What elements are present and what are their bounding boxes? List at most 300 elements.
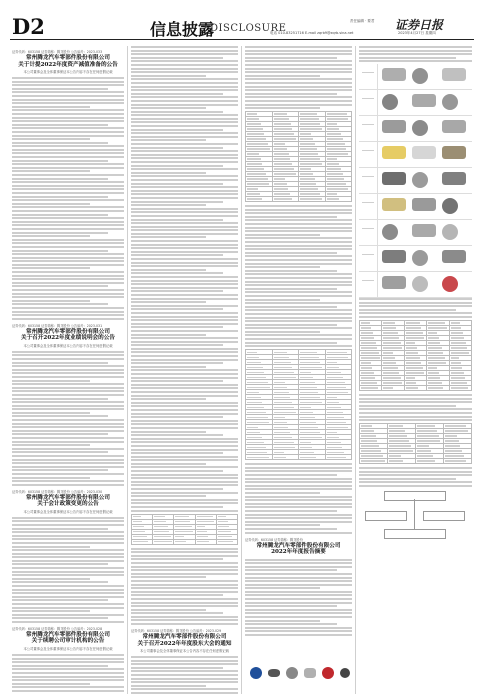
text-line — [245, 71, 352, 73]
product-label — [359, 220, 378, 245]
text-line — [12, 228, 124, 230]
text-line — [12, 426, 124, 428]
text-line — [12, 84, 124, 86]
text-line — [12, 138, 90, 140]
text-line — [131, 60, 238, 62]
table-cell — [427, 385, 449, 390]
text-line — [131, 373, 238, 375]
product-label — [359, 194, 378, 219]
text-line — [12, 433, 108, 435]
text-line — [131, 93, 223, 95]
text-line — [12, 210, 124, 212]
text-line — [131, 427, 238, 429]
notice-title: 常州腾龙汽车零部件股份有限公司 关于续聘公司审计机构的公告 — [26, 631, 110, 645]
text-line — [131, 183, 223, 185]
text-line — [245, 470, 352, 472]
text-line — [245, 577, 352, 579]
text-line — [245, 506, 352, 508]
text-line — [131, 107, 206, 109]
text-line — [131, 660, 238, 662]
text-line — [12, 441, 124, 443]
text-line — [12, 145, 124, 147]
text-line — [131, 254, 223, 256]
notice-code: 证券代码：603158 证券简称：腾龙股份 公告编号：2023-030 — [12, 489, 103, 494]
notice-body — [245, 559, 352, 636]
text-line — [131, 290, 223, 292]
text-line — [12, 293, 124, 295]
notice-body — [245, 46, 352, 109]
text-line — [131, 197, 238, 199]
text-line — [131, 602, 238, 604]
table-cell — [299, 197, 326, 202]
text-line — [12, 318, 124, 320]
text-line — [359, 394, 472, 396]
text-line — [245, 573, 352, 575]
product-label — [359, 246, 378, 271]
text-line — [359, 302, 472, 304]
notice-subtitle: 本公司董事会及全体董事保证本公告内容不存在任何虚假记载 — [23, 343, 113, 348]
text-line — [131, 172, 206, 174]
text-line — [359, 316, 472, 318]
text-line — [12, 603, 124, 605]
text-line — [131, 619, 238, 621]
text-line — [245, 100, 352, 102]
text-line — [12, 617, 108, 619]
notice-title: 常州腾龙汽车零部件股份有限公司 关于召开2022年年度股东大会的通知 — [137, 634, 232, 647]
product-photo — [412, 224, 436, 237]
text-line — [131, 236, 206, 238]
text-line — [245, 620, 320, 622]
product-images — [378, 272, 472, 297]
product-photo — [412, 172, 428, 188]
text-line — [245, 503, 352, 505]
text-line — [131, 674, 238, 676]
text-line — [12, 423, 124, 425]
text-line — [131, 580, 238, 582]
text-line — [131, 132, 238, 134]
notice-code: 证券代码：603158 证券简称：腾龙股份 公告编号：2023-033 — [12, 50, 103, 54]
text-line — [131, 150, 238, 152]
text-line — [245, 492, 320, 494]
text-line — [245, 338, 352, 340]
text-line — [245, 616, 352, 618]
text-line — [131, 402, 238, 404]
text-line — [12, 668, 124, 670]
newspaper-name: 证券日报 — [395, 18, 444, 32]
text-line — [245, 53, 352, 55]
text-line — [245, 481, 352, 483]
text-line — [12, 275, 124, 277]
text-line — [131, 305, 238, 307]
text-line — [131, 591, 238, 593]
text-line — [12, 405, 124, 407]
date-line: 2023年4月27日 星期四 — [398, 31, 436, 35]
text-line — [12, 690, 124, 692]
text-line — [12, 437, 124, 439]
text-line — [245, 591, 352, 593]
text-line — [131, 258, 238, 260]
text-line — [245, 510, 337, 512]
text-line — [12, 174, 124, 176]
table-cell — [449, 385, 471, 390]
text-line — [12, 412, 90, 414]
text-line — [12, 469, 108, 471]
text-line — [12, 160, 108, 162]
product-row — [359, 194, 472, 220]
text-line — [12, 610, 90, 612]
text-line — [131, 405, 238, 407]
text-line — [245, 205, 352, 207]
text-line — [12, 567, 124, 569]
product-images — [378, 194, 472, 219]
text-line — [359, 467, 472, 469]
text-line — [12, 365, 124, 367]
text-line — [131, 495, 206, 497]
text-line — [245, 612, 352, 614]
text-line — [131, 562, 238, 564]
table-cell — [388, 459, 416, 464]
text-line — [12, 419, 124, 421]
text-line — [131, 262, 238, 264]
text-line — [12, 390, 124, 392]
text-line — [131, 452, 223, 454]
text-line — [12, 372, 124, 374]
text-line — [12, 188, 124, 190]
text-line — [12, 415, 108, 417]
text-line — [245, 627, 352, 629]
text-line — [131, 510, 238, 512]
text-line — [131, 208, 238, 210]
text-line — [131, 46, 238, 48]
product-photo — [382, 68, 406, 81]
product-label — [359, 168, 378, 193]
table-cell — [246, 197, 273, 202]
text-line — [359, 474, 472, 476]
product-photo — [412, 250, 428, 266]
text-line — [12, 250, 108, 252]
text-line — [12, 307, 124, 309]
text-line — [131, 584, 238, 586]
text-line — [245, 237, 352, 239]
text-line — [12, 351, 124, 353]
text-line — [245, 60, 352, 62]
text-line — [12, 135, 124, 137]
notice-header — [12, 49, 124, 74]
text-line — [245, 317, 352, 319]
notice-code: 证券代码：603158 证券简称：腾龙股份 公告编号：2023-029 — [131, 629, 222, 634]
text-line — [245, 284, 352, 286]
notice-body — [131, 548, 238, 625]
contact-line: 电话 010-83251716 E-mail zqrb9@zqrb.sina.net — [270, 31, 354, 35]
text-line — [12, 546, 90, 548]
text-line — [131, 434, 223, 436]
text-line — [359, 398, 472, 400]
text-line — [12, 181, 124, 183]
text-line — [245, 474, 337, 476]
notice-subtitle: 本公司董事会及全体董事保证本公告内容不存在任何虚假记载 — [23, 70, 113, 74]
text-line — [131, 587, 238, 589]
text-line — [12, 520, 124, 522]
text-line — [12, 282, 124, 284]
table-cell — [174, 539, 195, 544]
text-line — [131, 96, 238, 98]
text-line — [131, 319, 238, 321]
text-line — [131, 111, 223, 113]
product-label — [359, 116, 378, 141]
text-line — [131, 377, 238, 379]
text-line — [245, 463, 352, 465]
text-line — [12, 239, 124, 241]
text-line — [12, 95, 124, 97]
text-line — [12, 185, 124, 187]
header-rule — [10, 39, 474, 40]
text-line — [131, 86, 238, 88]
text-line — [12, 369, 124, 371]
brand-logo-icon — [340, 668, 350, 678]
text-line — [359, 312, 472, 314]
text-line — [12, 654, 124, 656]
text-line — [131, 298, 238, 300]
text-line — [245, 263, 352, 265]
column-1 — [12, 46, 124, 694]
text-line — [131, 569, 238, 571]
text-line — [245, 306, 337, 308]
text-line — [131, 251, 238, 253]
text-line — [12, 358, 124, 360]
table-cell — [325, 455, 352, 460]
text-line — [245, 209, 352, 211]
product-photo — [412, 120, 428, 136]
text-line — [131, 423, 238, 425]
text-line — [359, 408, 472, 410]
text-line — [245, 277, 352, 279]
text-line — [131, 219, 223, 221]
text-line — [12, 528, 108, 530]
text-line — [131, 576, 206, 578]
text-line — [245, 566, 352, 568]
text-line — [359, 478, 456, 480]
text-line — [359, 60, 472, 62]
text-line — [131, 449, 238, 451]
text-line — [359, 309, 456, 311]
notice-title: 常州腾龙汽车零部件股份有限公司 关于计提2022年度资产减值准备的公告 — [18, 55, 118, 68]
text-line — [245, 266, 320, 268]
text-line — [245, 602, 352, 604]
text-line — [245, 82, 352, 84]
page-header — [0, 0, 484, 40]
notice-body — [245, 463, 352, 533]
text-line — [359, 405, 456, 407]
text-line — [131, 64, 238, 66]
column-4 — [359, 46, 472, 694]
brand-logos — [248, 666, 353, 680]
product-photo — [382, 198, 406, 211]
text-line — [12, 376, 124, 378]
text-line — [12, 106, 90, 108]
text-line — [131, 380, 223, 382]
text-line — [131, 409, 238, 411]
text-line — [131, 413, 238, 415]
text-line — [359, 401, 472, 403]
text-line — [131, 438, 238, 440]
text-line — [131, 474, 238, 476]
text-line — [12, 535, 124, 537]
text-line — [12, 203, 90, 205]
text-line — [245, 467, 352, 469]
text-line — [131, 387, 238, 389]
text-line — [12, 163, 124, 165]
text-line — [245, 212, 352, 214]
text-line — [131, 272, 223, 274]
table-row — [360, 459, 472, 464]
text-line — [131, 168, 238, 170]
text-line — [12, 170, 90, 172]
table-cell — [325, 197, 352, 202]
text-line — [131, 265, 238, 267]
text-line — [131, 334, 206, 336]
text-line — [245, 569, 337, 571]
text-line — [245, 517, 352, 519]
product-row — [359, 142, 472, 168]
text-line — [131, 104, 238, 106]
table-row — [360, 385, 472, 390]
text-line — [245, 223, 352, 225]
text-line — [245, 295, 352, 297]
product-row — [359, 168, 472, 194]
text-line — [131, 369, 238, 371]
text-line — [12, 694, 124, 695]
text-line — [131, 186, 238, 188]
text-line — [12, 300, 90, 302]
text-line — [359, 416, 472, 418]
product-photo — [442, 198, 458, 214]
text-line — [12, 676, 124, 678]
text-line — [12, 167, 124, 169]
text-line — [131, 506, 223, 508]
text-line — [131, 656, 238, 658]
text-line — [131, 229, 238, 231]
text-line — [12, 120, 124, 122]
product-label — [359, 64, 378, 89]
text-line — [245, 273, 352, 275]
text-line — [131, 78, 238, 80]
section-title: 信息披露 — [150, 20, 215, 39]
column-divider — [241, 46, 242, 694]
text-line — [12, 383, 124, 385]
text-line — [12, 480, 124, 482]
text-line — [12, 285, 108, 287]
text-line — [245, 514, 352, 516]
text-line — [245, 107, 320, 109]
text-line — [12, 473, 124, 475]
notice-header — [131, 628, 238, 653]
table-row — [132, 539, 238, 544]
text-line — [131, 269, 206, 271]
text-line — [131, 244, 238, 246]
product-photo — [442, 120, 466, 133]
text-line — [131, 366, 206, 368]
text-line — [359, 57, 456, 59]
text-line — [12, 102, 124, 104]
text-line — [131, 154, 238, 156]
notice-code: 证券代码：603158 证券简称：腾龙股份 公告编号：2023-028 — [12, 626, 103, 631]
text-line — [12, 206, 124, 208]
product-photo — [382, 276, 406, 289]
text-line — [12, 152, 124, 154]
text-line — [359, 46, 472, 48]
text-line — [131, 445, 238, 447]
text-line — [131, 136, 238, 138]
product-photo — [442, 94, 458, 110]
table — [131, 514, 238, 545]
text-line — [245, 609, 352, 611]
text-line — [245, 219, 352, 221]
text-line — [12, 77, 124, 79]
text-line — [245, 630, 352, 632]
text-line — [12, 549, 124, 551]
text-line — [131, 193, 238, 195]
table-cell — [272, 455, 299, 460]
text-line — [131, 492, 238, 494]
text-line — [245, 299, 320, 301]
text-line — [131, 165, 223, 167]
text-line — [12, 462, 124, 464]
text-line — [131, 326, 223, 328]
text-line — [245, 241, 352, 243]
bmw-logo-icon — [250, 667, 262, 679]
text-line — [12, 142, 108, 144]
text-line — [12, 542, 124, 544]
text-line — [359, 305, 472, 307]
text-line — [245, 252, 337, 254]
notice-code: 证券代码：603158 证券简称：腾龙股份 公告编号：2023-031 — [12, 323, 103, 328]
product-photo — [412, 198, 436, 211]
text-line — [131, 678, 238, 680]
product-images — [378, 246, 472, 271]
text-line — [131, 57, 223, 59]
text-line — [131, 89, 238, 91]
notice-body — [245, 205, 352, 347]
section-title-en: DISCLOSURE — [210, 23, 287, 34]
text-line — [12, 581, 108, 583]
table-cell — [246, 455, 273, 460]
text-line — [245, 580, 352, 582]
notice-body — [12, 654, 124, 694]
text-line — [12, 124, 108, 126]
text-line — [245, 288, 337, 290]
notice-header — [12, 489, 124, 514]
table-row — [246, 197, 352, 202]
text-line — [12, 553, 124, 555]
text-line — [359, 412, 472, 414]
text-line — [245, 96, 352, 98]
text-line — [12, 314, 124, 316]
text-line — [131, 330, 238, 332]
text-line — [131, 416, 223, 418]
text-line — [131, 344, 223, 346]
text-line — [12, 217, 124, 219]
text-line — [131, 161, 238, 163]
text-line — [12, 607, 124, 609]
text-line — [131, 692, 238, 694]
text-line — [12, 311, 124, 313]
notice-body — [12, 77, 124, 320]
text-line — [131, 240, 238, 242]
brand-logo-icon — [322, 667, 334, 679]
text-line — [131, 502, 238, 504]
text-line — [12, 113, 124, 115]
text-line — [12, 156, 124, 158]
